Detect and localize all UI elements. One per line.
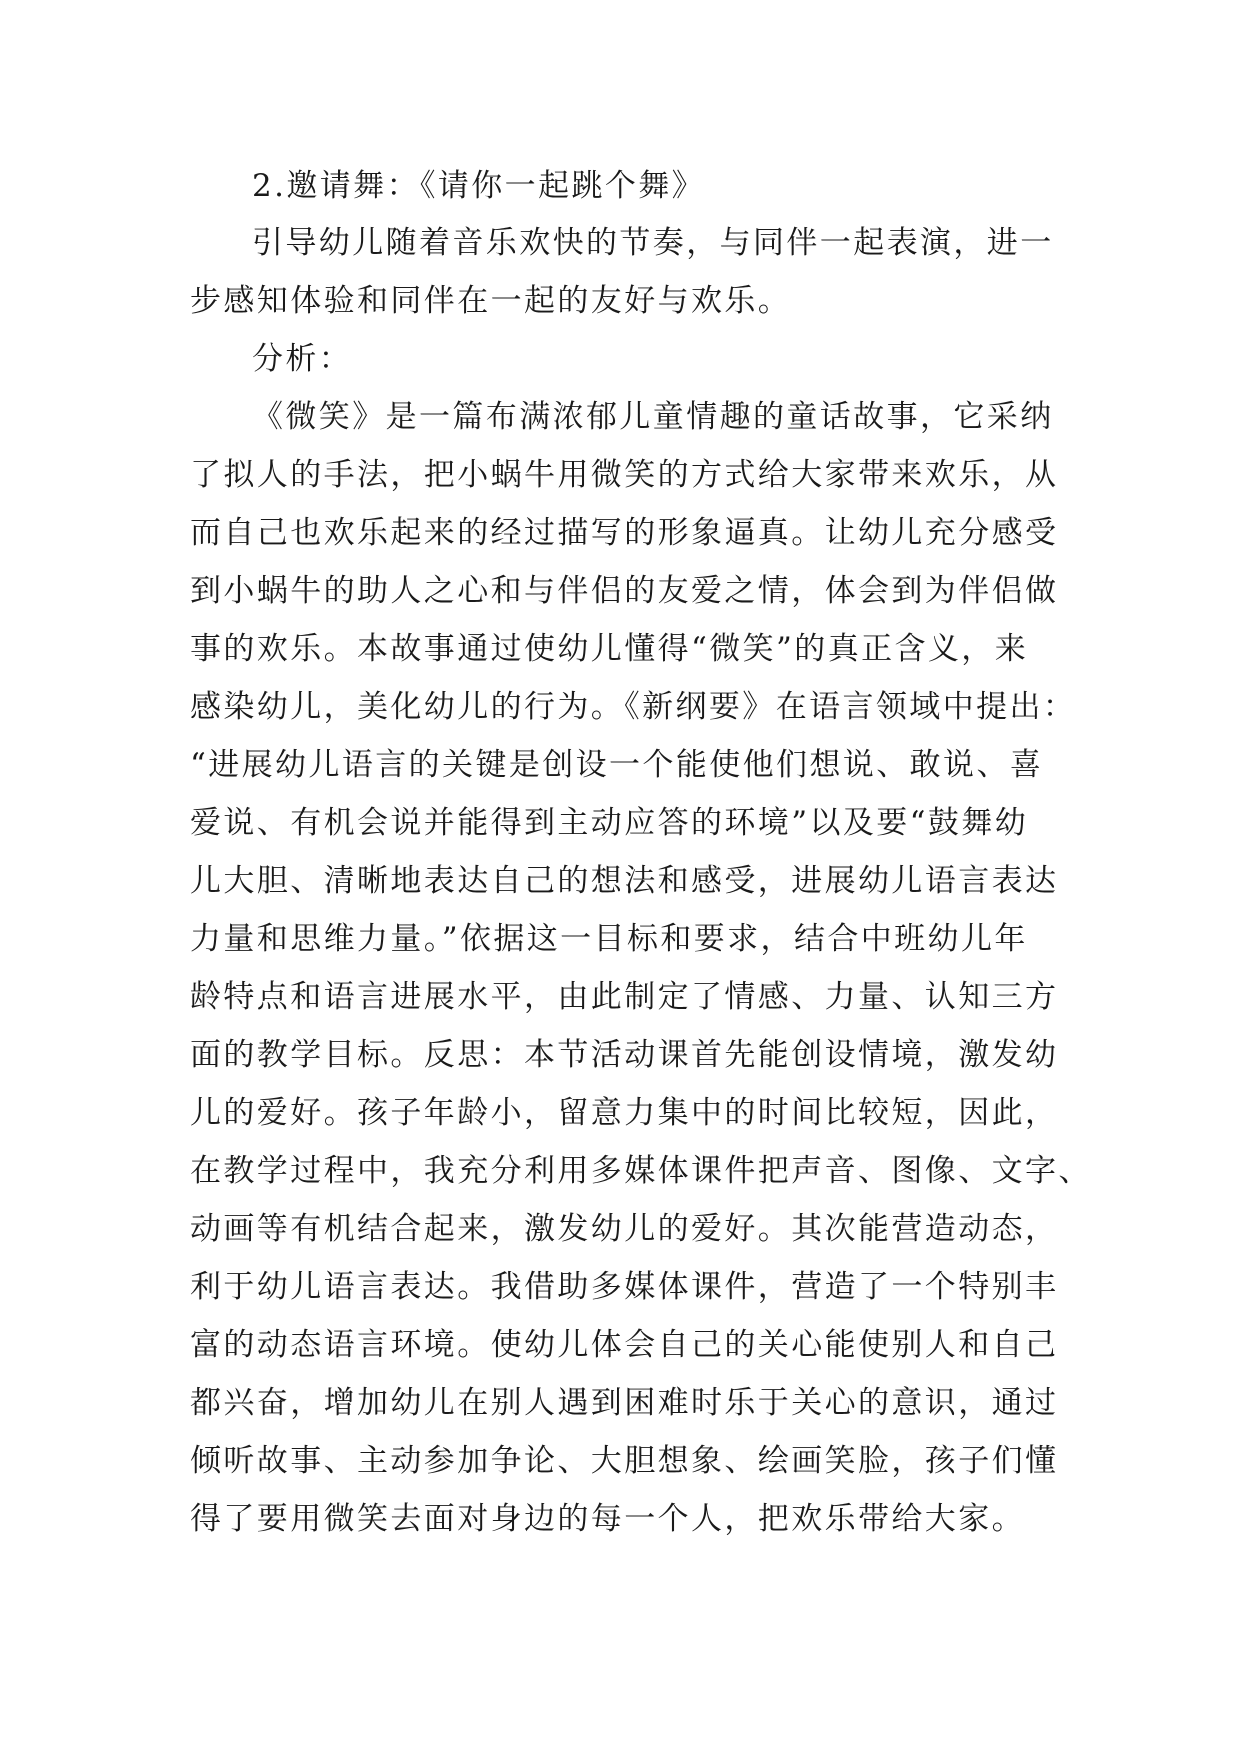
- body-line: 儿大胆、清晰地表达自己的想法和感受，进展幼儿语言表达: [190, 863, 1059, 899]
- body-line: 感染幼儿，美化幼儿的行为。《新纲要》在语言领域中提出：: [190, 689, 1077, 725]
- intro-line: 引导幼儿随着音乐欢快的节奏，与同伴一起表演，进一: [252, 225, 1054, 261]
- body-line: 龄特点和语言进展水平，由此制定了情感、力量、认知三方: [190, 979, 1059, 1015]
- body-line: 得了要用微笑去面对身边的每一个人，把欢乐带给大家。: [190, 1501, 1025, 1537]
- intro-line: 步感知体验和同伴在一起的友好与欢乐。: [190, 283, 792, 319]
- analysis-label: 分析：: [252, 341, 353, 377]
- body-line: 力量和思维力量。”依据这一目标和要求，结合中班幼儿年: [190, 921, 1028, 957]
- body-line: 儿的爱好。孩子年龄小，留意力集中的时间比较短，因此，: [190, 1095, 1059, 1131]
- section-heading: 2.邀请舞：《请你一起跳个舞》: [252, 168, 706, 204]
- body-line: 事的欢乐。本故事通过使幼儿懂得“微笑”的真正含义，来: [190, 631, 1029, 667]
- body-line: 在教学过程中，我充分利用多媒体课件把声音、图像、文字、: [190, 1153, 1092, 1189]
- body-line: 倾听故事、主动参加争论、大胆想象、绘画笑脸，孩子们懂: [190, 1443, 1059, 1479]
- body-line: 而自己也欢乐起来的经过描写的形象逼真。让幼儿充分感受: [190, 515, 1059, 551]
- body-line: “进展幼儿语言的关键是创设一个能使他们想说、敢说、喜: [190, 747, 1044, 783]
- body-line: 了拟人的手法，把小蜗牛用微笑的方式给大家带来欢乐，从: [190, 457, 1059, 493]
- body-line: 动画等有机结合起来，激发幼儿的爱好。其次能营造动态，: [190, 1211, 1059, 1247]
- body-line: 爱说、有机会说并能得到主动应答的环境”以及要“鼓舞幼: [190, 805, 1029, 841]
- body-line: 利于幼儿语言表达。我借助多媒体课件，营造了一个特别丰: [190, 1269, 1059, 1305]
- body-line: 面的教学目标。反思：本节活动课首先能创设情境，激发幼: [190, 1037, 1059, 1073]
- body-line: 都兴奋，增加幼儿在别人遇到困难时乐于关心的意识，通过: [190, 1385, 1059, 1421]
- body-line: 《微笑》是一篇布满浓郁儿童情趣的童话故事，它采纳: [252, 399, 1054, 435]
- body-line: 到小蜗牛的助人之心和与伴侣的友爱之情，体会到为伴侣做: [190, 573, 1059, 609]
- body-line: 富的动态语言环境。使幼儿体会自己的关心能使别人和自己: [190, 1327, 1059, 1363]
